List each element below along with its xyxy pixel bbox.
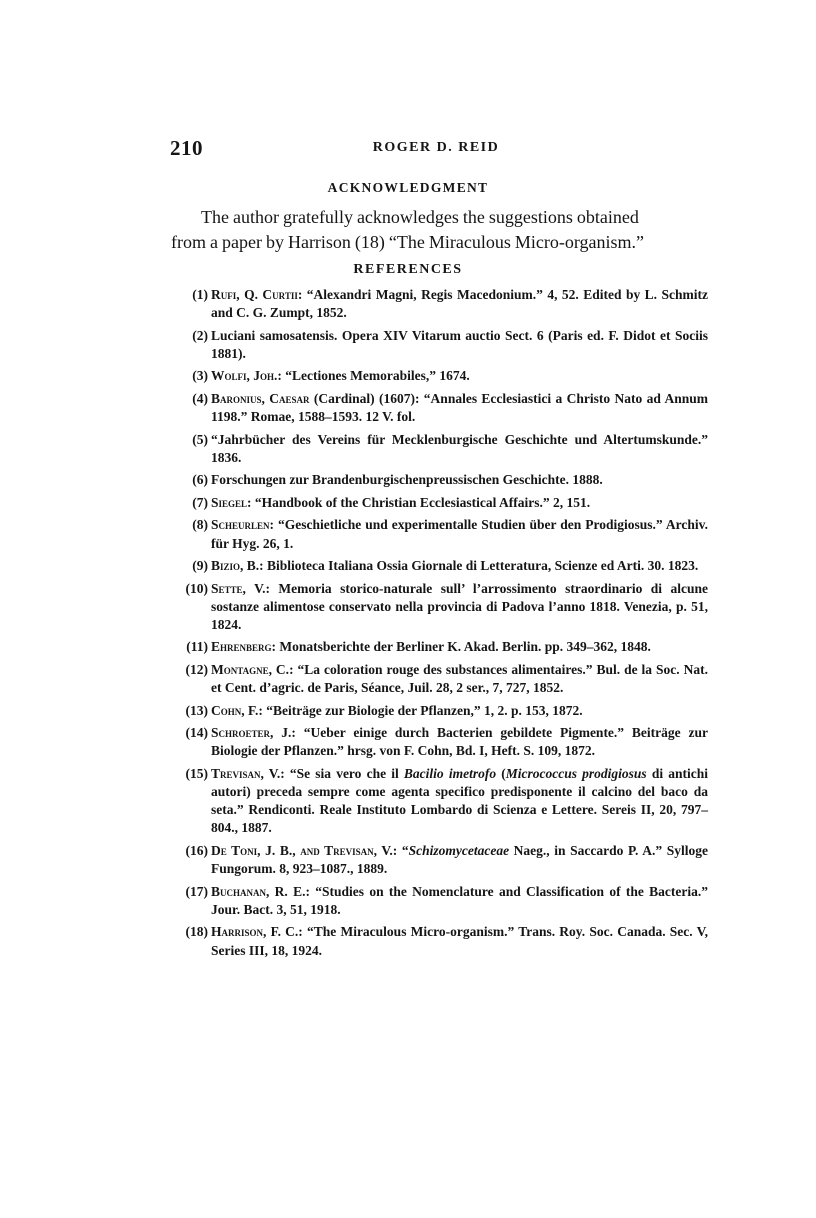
page-header xyxy=(168,136,704,162)
references-heading: REFERENCES xyxy=(353,262,463,277)
reference-text: Luciani samosatensis. Opera XIV Vitarum auctio Sect. 6 (Paris ed. F. Didot et Sociis 1881). xyxy=(211,327,708,361)
reference-text: : “ xyxy=(392,842,409,858)
page-number: 210 xyxy=(170,136,203,160)
reference-number: (7) xyxy=(192,494,208,510)
reference-author: Ehrenberg xyxy=(211,639,272,655)
reference-number: (12) xyxy=(185,661,208,677)
reference-text: (Cardinal) (1607): “Annales Ecclesiastici a Christo Nato ad Annum 1198.” Romae, 1588–1593. 12 V. fol. xyxy=(211,390,708,425)
reference-number: (14) xyxy=(185,725,208,741)
reference-number: (8) xyxy=(192,517,208,533)
reference-number: (11) xyxy=(186,639,208,655)
reference-number: (9) xyxy=(192,558,208,574)
reference-item xyxy=(178,638,708,656)
reference-item xyxy=(178,724,708,760)
reference-text: : “The Miraculous Micro-organism.” Trans. Roy. Soc. Canada. Sec. V, Series III, 18, 1924. xyxy=(211,924,709,958)
reference-number: (2) xyxy=(192,327,208,343)
reference-author: Buchanan, R. E. xyxy=(211,883,306,899)
reference-text: : Monatsberichte der Berliner K. Akad. Berlin. pp. 349–362, 1848. xyxy=(271,639,651,655)
reference-number: (17) xyxy=(185,883,208,899)
reference-author: Siegel xyxy=(211,494,248,510)
reference-item xyxy=(178,557,708,575)
reference-text: : Biblioteca Italiana Ossia Giornale di Letteratura, Scienze ed Arti. 30. 1823. xyxy=(259,558,699,574)
reference-text: : “Geschietliche und experimentalle Studien über den Prodigiosus.” Archiv. für Hyg. 26, 1. xyxy=(211,517,708,551)
reference-italic-term: Bacilio imetrofo xyxy=(403,765,497,781)
reference-author: De Toni, J. B., and Trevisan, V. xyxy=(211,842,393,858)
reference-text: : “La coloration rouge des substances alimentaires.” Bul. de la Soc. Nat. et Cent. d’agric. de Paris, Séance, Juil. 28, 2 ser., 7, 727, 1852. xyxy=(211,661,708,696)
reference-author: Wolfi, Joh. xyxy=(211,368,278,384)
reference-item xyxy=(178,471,708,489)
reference-item xyxy=(178,286,708,322)
reference-author: Baronius, Caesar xyxy=(211,390,310,406)
reference-item xyxy=(178,883,708,919)
reference-number: (1) xyxy=(192,287,208,302)
reference-number: (16) xyxy=(185,842,208,858)
reference-text: : “Handbook of the Christian Ecclesiastical Affairs.” 2, 151. xyxy=(247,494,591,510)
reference-text: di antichi autori) preceda sempre come agenta specifico predisponente il calcino del baco da seta.” Rendiconti. Reale Instituto Lombardo di Scienza e Lettere. Sereis II, 20, 797–804., 1887. xyxy=(211,765,709,836)
reference-author: Rufi, Q. Curtii xyxy=(211,287,298,302)
reference-text: : “Alexandri Magni, Regis Macedonium.” 4, 52. Edited by L. Schmitz and C. G. Zumpt, 1852. xyxy=(211,287,708,321)
reference-number: (3) xyxy=(192,368,208,384)
reference-text: : Memoria storico-naturale sull’ l’arrossimento straordinario di alcune sostanze alimentose conservato nella provincia di Padova l’anno 1818. Venezia, p. 51, 1824. xyxy=(211,580,708,632)
reference-number: (6) xyxy=(192,472,208,488)
reference-author: Cohn, F. xyxy=(211,702,259,718)
acknowledgment-paragraph xyxy=(171,205,713,255)
reference-text: Forschungen zur Brandenburgischenpreussischen Geschichte. 1888. xyxy=(211,472,603,488)
reference-text: : “Ueber einige durch Bacterien gebildete Pigmente.” Beiträge zur Biologie der Pflanzen.” hrsg. von F. Cohn, Bd. I, Heft. S. 109, 1872. xyxy=(211,725,708,759)
reference-item xyxy=(178,327,708,363)
reference-number: (15) xyxy=(185,765,208,781)
reference-item xyxy=(178,516,708,552)
reference-item xyxy=(178,765,708,838)
reference-item xyxy=(178,580,708,635)
reference-text: : “Studies on the Nomenclature and Classification of the Bacteria.” Jour. Bact. 3, 51, 1918. xyxy=(211,883,708,917)
reference-item xyxy=(178,431,708,467)
reference-author: Schroeter, J. xyxy=(211,725,292,741)
reference-item xyxy=(178,702,708,720)
reference-italic-term: Schizomycetaceae xyxy=(408,842,510,858)
reference-item xyxy=(178,494,708,512)
reference-author: Sette, V. xyxy=(211,580,266,596)
reference-item xyxy=(178,923,708,959)
acknowledgment-line: from a paper by Harrison (18) “The Miraculous Micro-organism.” xyxy=(171,232,645,252)
reference-text: Naeg., in Saccardo P. A.” Sylloge Fungorum. 8, 923–1087., 1889. xyxy=(211,842,708,877)
reference-item xyxy=(178,367,708,385)
reference-text: : “Se sia vero che il xyxy=(280,765,404,781)
reference-text: ( xyxy=(496,765,506,781)
reference-author: Scheurlen xyxy=(211,517,270,533)
reference-text: : “Beiträge zur Biologie der Pflanzen,” 1, 2. p. 153, 1872. xyxy=(258,702,583,718)
reference-author: Montagne, C. xyxy=(211,661,290,677)
reference-number: (10) xyxy=(185,580,208,596)
reference-number: (4) xyxy=(192,390,208,406)
reference-number: (18) xyxy=(185,924,208,940)
acknowledgment-heading: ACKNOWLEDGMENT xyxy=(327,180,489,195)
reference-author: Trevisan, V. xyxy=(211,765,281,781)
acknowledgment-line: The author gratefully acknowledges the suggestions obtained xyxy=(201,207,639,227)
running-head: ROGER D. REID xyxy=(372,140,500,155)
reference-number: (13) xyxy=(185,702,208,718)
reference-author: Harrison, F. C. xyxy=(211,924,299,940)
reference-item xyxy=(178,661,708,697)
reference-author: Bizio, B. xyxy=(211,558,260,574)
reference-list xyxy=(178,286,708,964)
reference-item xyxy=(178,842,708,878)
reference-text: : “Lectiones Memorabiles,” 1674. xyxy=(277,368,470,384)
reference-text: “Jahrbücher des Vereins für Mecklenburgische Geschichte und Altertumskunde.” 1836. xyxy=(211,431,708,465)
reference-italic-term: Micrococcus prodigiosus xyxy=(505,765,647,781)
reference-number: (5) xyxy=(192,431,208,447)
reference-item xyxy=(178,390,708,426)
